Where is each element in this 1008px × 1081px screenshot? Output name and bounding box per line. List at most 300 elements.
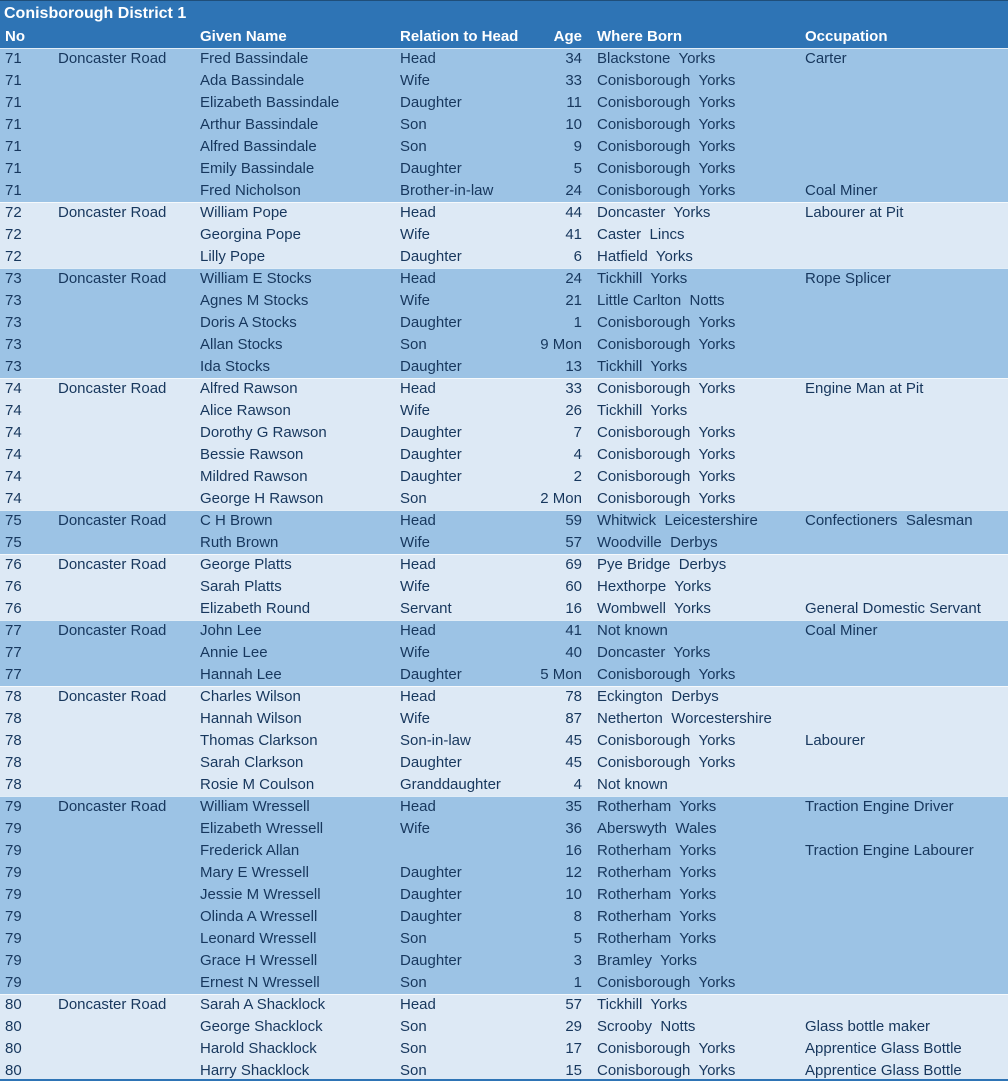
household-group	[0, 554, 1008, 620]
cell-address	[55, 576, 198, 598]
cell-address	[55, 444, 198, 466]
cell-where-born: Aberswyth Wales	[597, 820, 717, 837]
cell-occupation	[800, 642, 1008, 664]
cell-relation: Head	[400, 204, 436, 221]
household-group	[0, 268, 1008, 378]
table-row	[0, 246, 1008, 268]
cell-relation: Wife	[400, 226, 430, 243]
cell-relation: Daughter	[400, 160, 462, 177]
cell-given-name: Ida Stocks	[200, 358, 271, 375]
cell-given-name: George H Rawson	[200, 490, 324, 507]
cell-where-born: Wombwell Yorks	[597, 600, 711, 617]
cell-age: 9 Mon	[540, 336, 582, 353]
cell-address	[55, 422, 198, 444]
cell-occupation	[800, 334, 1008, 356]
cell-address	[55, 180, 198, 202]
cell-relation: Son-in-law	[400, 732, 471, 749]
cell-occupation: Carter	[805, 50, 847, 67]
cell-where-born: Woodville Derbys	[597, 534, 718, 551]
column-header-row	[0, 26, 1008, 48]
table-row	[0, 950, 1008, 972]
table-row	[0, 268, 1008, 290]
cell-relation: Daughter	[400, 468, 462, 485]
cell-given-name: Fred Nicholson	[200, 182, 301, 199]
census-table-body	[0, 48, 1008, 1081]
cell-address: Doncaster Road	[58, 556, 167, 573]
cell-occupation	[800, 532, 1008, 554]
cell-age: 24	[565, 270, 582, 287]
table-row	[0, 114, 1008, 136]
cell-relation: Daughter	[400, 908, 462, 925]
cell-given-name: Mildred Rawson	[200, 468, 308, 485]
table-row	[0, 400, 1008, 422]
cell-address	[55, 950, 198, 972]
cell-no: 71	[5, 160, 22, 177]
cell-occupation	[800, 818, 1008, 840]
table-row	[0, 1016, 1008, 1038]
cell-age: 45	[565, 732, 582, 749]
cell-address	[55, 598, 198, 620]
cell-address	[55, 114, 198, 136]
cell-address	[55, 774, 198, 796]
cell-given-name: William E Stocks	[200, 270, 312, 287]
household-group	[0, 994, 1008, 1081]
table-row	[0, 862, 1008, 884]
cell-given-name: Ernest N Wressell	[200, 974, 320, 991]
cell-occupation	[800, 488, 1008, 510]
column-header-relation: Relation to Head	[400, 28, 519, 45]
cell-occupation	[800, 444, 1008, 466]
cell-age: 59	[565, 512, 582, 529]
cell-relation: Head	[400, 512, 436, 529]
cell-occupation	[800, 994, 1008, 1016]
cell-where-born: Netherton Worcestershire	[597, 710, 772, 727]
cell-no: 80	[5, 996, 22, 1013]
cell-occupation: General Domestic Servant	[805, 600, 981, 617]
cell-age: 21	[565, 292, 582, 309]
cell-where-born: Tickhill Yorks	[597, 996, 688, 1013]
cell-age: 24	[565, 182, 582, 199]
cell-relation: Son	[400, 138, 427, 155]
cell-address	[55, 840, 198, 862]
cell-address	[55, 290, 198, 312]
cell-address	[55, 70, 198, 92]
cell-where-born: Whitwick Leicestershire	[597, 512, 758, 529]
sheet-header	[0, 1, 1008, 48]
cell-given-name: Elizabeth Bassindale	[200, 94, 340, 111]
cell-relation: Daughter	[400, 248, 462, 265]
cell-given-name: Emily Bassindale	[200, 160, 315, 177]
cell-age: 87	[565, 710, 582, 727]
cell-occupation: Engine Man at Pit	[805, 380, 924, 397]
table-row	[0, 158, 1008, 180]
cell-age: 2 Mon	[540, 490, 582, 507]
cell-given-name: Sarah Platts	[200, 578, 282, 595]
cell-given-name: Ruth Brown	[200, 534, 279, 551]
cell-age: 44	[565, 204, 582, 221]
cell-no: 74	[5, 424, 22, 441]
cell-where-born: Little Carlton Notts	[597, 292, 725, 309]
cell-where-born: Pye Bridge Derbys	[597, 556, 727, 573]
table-row	[0, 290, 1008, 312]
table-row	[0, 532, 1008, 554]
cell-no: 78	[5, 688, 22, 705]
cell-age: 5	[573, 930, 582, 947]
cell-relation: Wife	[400, 710, 430, 727]
cell-relation: Daughter	[400, 864, 462, 881]
cell-occupation	[800, 774, 1008, 796]
cell-given-name: Mary E Wressell	[200, 864, 309, 881]
cell-address	[55, 356, 198, 378]
cell-relation: Head	[400, 556, 436, 573]
cell-relation: Wife	[400, 534, 430, 551]
cell-no: 72	[5, 226, 22, 243]
cell-address	[55, 972, 198, 994]
cell-given-name: Doris A Stocks	[200, 314, 297, 331]
cell-given-name: Sarah A Shacklock	[200, 996, 326, 1013]
table-row	[0, 686, 1008, 708]
cell-address	[55, 1060, 198, 1081]
cell-age: 41	[565, 622, 582, 639]
cell-where-born: Conisborough Yorks	[597, 72, 736, 89]
cell-address	[55, 642, 198, 664]
cell-given-name: Jessie M Wressell	[200, 886, 321, 903]
cell-given-name: Annie Lee	[200, 644, 268, 661]
cell-no: 76	[5, 556, 22, 573]
table-row	[0, 642, 1008, 664]
cell-age: 69	[565, 556, 582, 573]
cell-given-name: Georgina Pope	[200, 226, 301, 243]
cell-where-born: Conisborough Yorks	[597, 380, 736, 397]
cell-age: 4	[573, 776, 582, 793]
cell-where-born: Rotherham Yorks	[597, 908, 717, 925]
cell-age: 16	[565, 600, 582, 617]
table-row	[0, 510, 1008, 532]
cell-occupation	[800, 708, 1008, 730]
table-row	[0, 356, 1008, 378]
cell-no: 79	[5, 930, 22, 947]
cell-occupation	[800, 884, 1008, 906]
cell-occupation: Traction Engine Driver	[805, 798, 954, 815]
cell-age: 33	[565, 380, 582, 397]
cell-address: Doncaster Road	[58, 204, 167, 221]
cell-no: 74	[5, 490, 22, 507]
cell-given-name: Olinda A Wressell	[200, 908, 318, 925]
table-row	[0, 312, 1008, 334]
cell-age: 36	[565, 820, 582, 837]
cell-age: 57	[565, 534, 582, 551]
cell-occupation	[800, 70, 1008, 92]
cell-age: 41	[565, 226, 582, 243]
cell-address	[55, 92, 198, 114]
cell-where-born: Bramley Yorks	[597, 952, 698, 969]
cell-given-name: Leonard Wressell	[200, 930, 317, 947]
cell-where-born: Conisborough Yorks	[597, 468, 736, 485]
cell-no: 71	[5, 72, 22, 89]
table-row	[0, 928, 1008, 950]
cell-given-name: Alice Rawson	[200, 402, 291, 419]
table-row	[0, 664, 1008, 686]
cell-address: Doncaster Road	[58, 380, 167, 397]
cell-occupation: Glass bottle maker	[805, 1018, 931, 1035]
cell-occupation	[800, 950, 1008, 972]
cell-occupation	[800, 928, 1008, 950]
cell-no: 79	[5, 952, 22, 969]
cell-occupation	[800, 312, 1008, 334]
household-group	[0, 202, 1008, 268]
cell-occupation: Coal Miner	[805, 622, 878, 639]
table-row	[0, 92, 1008, 114]
cell-relation: Head	[400, 996, 436, 1013]
cell-occupation	[800, 576, 1008, 598]
cell-age: 12	[565, 864, 582, 881]
cell-age: 29	[565, 1018, 582, 1035]
cell-occupation	[800, 862, 1008, 884]
cell-no: 71	[5, 94, 22, 111]
cell-age: 57	[565, 996, 582, 1013]
table-row	[0, 994, 1008, 1016]
cell-age: 15	[565, 1062, 582, 1079]
cell-relation: Daughter	[400, 358, 462, 375]
cell-where-born: Conisborough Yorks	[597, 138, 736, 155]
cell-address	[55, 488, 198, 510]
cell-given-name: Elizabeth Wressell	[200, 820, 324, 837]
cell-relation: Son	[400, 336, 427, 353]
cell-occupation: Confectioners Salesman	[805, 512, 973, 529]
cell-address	[55, 158, 198, 180]
cell-given-name: George Platts	[200, 556, 292, 573]
cell-occupation	[800, 356, 1008, 378]
cell-address	[55, 730, 198, 752]
cell-address	[55, 928, 198, 950]
cell-occupation	[800, 664, 1008, 686]
table-row	[0, 752, 1008, 774]
cell-no: 78	[5, 754, 22, 771]
cell-relation: Wife	[400, 402, 430, 419]
cell-address	[55, 532, 198, 554]
cell-address	[55, 818, 198, 840]
cell-age: 34	[565, 50, 582, 67]
cell-where-born: Conisborough Yorks	[597, 666, 736, 683]
table-row	[0, 972, 1008, 994]
cell-age: 35	[565, 798, 582, 815]
cell-occupation	[800, 224, 1008, 246]
cell-occupation	[800, 158, 1008, 180]
cell-occupation: Apprentice Glass Bottle	[805, 1040, 962, 1057]
cell-age: 13	[565, 358, 582, 375]
cell-address	[55, 906, 198, 928]
cell-address	[55, 312, 198, 334]
cell-relation: Daughter	[400, 314, 462, 331]
cell-age: 8	[573, 908, 582, 925]
cell-where-born: Tickhill Yorks	[597, 358, 688, 375]
cell-no: 76	[5, 578, 22, 595]
cell-address: Doncaster Road	[58, 798, 167, 815]
table-row	[0, 422, 1008, 444]
cell-address	[55, 708, 198, 730]
cell-relation: Son	[400, 1018, 427, 1035]
table-row	[0, 136, 1008, 158]
cell-where-born: Hexthorpe Yorks	[597, 578, 712, 595]
cell-given-name: Thomas Clarkson	[200, 732, 318, 749]
cell-address: Doncaster Road	[58, 996, 167, 1013]
cell-relation: Daughter	[400, 886, 462, 903]
cell-age: 1	[573, 974, 582, 991]
household-group	[0, 378, 1008, 510]
cell-age: 78	[565, 688, 582, 705]
household-group	[0, 48, 1008, 202]
cell-given-name: Bessie Rawson	[200, 446, 304, 463]
cell-no: 73	[5, 314, 22, 331]
cell-occupation	[800, 290, 1008, 312]
cell-given-name: Lilly Pope	[200, 248, 266, 265]
cell-no: 78	[5, 710, 22, 727]
cell-where-born: Tickhill Yorks	[597, 270, 688, 287]
cell-age: 10	[565, 886, 582, 903]
cell-where-born: Conisborough Yorks	[597, 116, 736, 133]
cell-relation: Brother-in-law	[400, 182, 494, 199]
cell-relation: Granddaughter	[400, 776, 501, 793]
cell-no: 80	[5, 1040, 22, 1057]
cell-given-name: Ada Bassindale	[200, 72, 305, 89]
cell-age: 11	[566, 94, 582, 111]
cell-given-name: John Lee	[200, 622, 262, 639]
cell-address	[55, 224, 198, 246]
table-row	[0, 620, 1008, 642]
cell-occupation	[800, 972, 1008, 994]
cell-no: 78	[5, 776, 22, 793]
cell-relation: Head	[400, 270, 436, 287]
cell-occupation: Coal Miner	[805, 182, 878, 199]
table-row	[0, 334, 1008, 356]
cell-where-born: Not known	[597, 776, 668, 793]
cell-where-born: Rotherham Yorks	[597, 886, 717, 903]
cell-no: 75	[5, 512, 22, 529]
table-row	[0, 840, 1008, 862]
cell-given-name: C H Brown	[200, 512, 273, 529]
cell-where-born: Conisborough Yorks	[597, 446, 736, 463]
cell-address	[55, 466, 198, 488]
table-row	[0, 224, 1008, 246]
table-row	[0, 818, 1008, 840]
cell-no: 77	[5, 666, 22, 683]
cell-where-born: Conisborough Yorks	[597, 182, 736, 199]
cell-where-born: Conisborough Yorks	[597, 1040, 736, 1057]
cell-given-name: Sarah Clarkson	[200, 754, 304, 771]
table-row	[0, 48, 1008, 70]
household-group	[0, 796, 1008, 994]
cell-age: 6	[573, 248, 582, 265]
cell-no: 79	[5, 842, 22, 859]
cell-where-born: Rotherham Yorks	[597, 930, 717, 947]
cell-where-born: Conisborough Yorks	[597, 732, 736, 749]
cell-occupation	[800, 422, 1008, 444]
cell-address	[55, 862, 198, 884]
cell-address: Doncaster Road	[58, 270, 167, 287]
cell-given-name: William Pope	[200, 204, 288, 221]
cell-address	[55, 752, 198, 774]
cell-address	[55, 884, 198, 906]
cell-given-name: Grace H Wressell	[200, 952, 318, 969]
cell-relation: Wife	[400, 578, 430, 595]
column-header-no: No	[5, 28, 25, 45]
cell-relation: Son	[400, 116, 427, 133]
cell-age: 33	[565, 72, 582, 89]
cell-relation: Daughter	[400, 666, 462, 683]
table-row	[0, 70, 1008, 92]
cell-no: 77	[5, 644, 22, 661]
cell-where-born: Caster Lincs	[597, 226, 685, 243]
cell-where-born: Hatfield Yorks	[597, 248, 693, 265]
cell-address	[55, 1016, 198, 1038]
cell-age: 9	[573, 138, 582, 155]
cell-given-name: Charles Wilson	[200, 688, 301, 705]
cell-age: 5	[573, 160, 582, 177]
cell-given-name: Alfred Bassindale	[200, 138, 317, 155]
table-row	[0, 730, 1008, 752]
cell-given-name: Frederick Allan	[200, 842, 300, 859]
household-group	[0, 686, 1008, 796]
cell-relation: Son	[400, 930, 427, 947]
cell-no: 79	[5, 820, 22, 837]
cell-no: 74	[5, 402, 22, 419]
cell-relation: Son	[400, 490, 427, 507]
cell-where-born: Tickhill Yorks	[597, 402, 688, 419]
cell-occupation: Labourer at Pit	[805, 204, 904, 221]
cell-age: 60	[565, 578, 582, 595]
cell-no: 79	[5, 798, 22, 815]
cell-where-born: Conisborough Yorks	[597, 490, 736, 507]
cell-address: Doncaster Road	[58, 688, 167, 705]
cell-given-name: Harold Shacklock	[200, 1040, 317, 1057]
cell-where-born: Conisborough Yorks	[597, 754, 736, 771]
cell-occupation	[800, 246, 1008, 268]
cell-occupation	[800, 400, 1008, 422]
cell-age: 1	[573, 314, 582, 331]
cell-where-born: Not known	[597, 622, 668, 639]
cell-where-born: Rotherham Yorks	[597, 842, 717, 859]
cell-no: 74	[5, 380, 22, 397]
table-row	[0, 1038, 1008, 1060]
cell-where-born: Conisborough Yorks	[597, 314, 736, 331]
cell-no: 73	[5, 270, 22, 287]
cell-address	[55, 246, 198, 268]
cell-occupation	[800, 686, 1008, 708]
cell-given-name: Dorothy G Rawson	[200, 424, 327, 441]
table-row	[0, 884, 1008, 906]
household-group	[0, 510, 1008, 554]
cell-relation: Wife	[400, 644, 430, 661]
cell-where-born: Conisborough Yorks	[597, 974, 736, 991]
cell-relation	[398, 840, 538, 862]
cell-no: 71	[5, 138, 22, 155]
cell-no: 71	[5, 182, 22, 199]
cell-relation: Daughter	[400, 952, 462, 969]
cell-given-name: William Wressell	[200, 798, 310, 815]
cell-no: 73	[5, 336, 22, 353]
column-header-address	[55, 26, 198, 48]
cell-no: 79	[5, 886, 22, 903]
cell-relation: Wife	[400, 292, 430, 309]
cell-occupation	[800, 466, 1008, 488]
cell-given-name: Fred Bassindale	[200, 50, 309, 67]
cell-relation: Servant	[400, 600, 452, 617]
cell-no: 71	[5, 50, 22, 67]
cell-no: 74	[5, 446, 22, 463]
cell-given-name: Hannah Lee	[200, 666, 282, 683]
cell-given-name: Allan Stocks	[200, 336, 283, 353]
cell-relation: Head	[400, 688, 436, 705]
